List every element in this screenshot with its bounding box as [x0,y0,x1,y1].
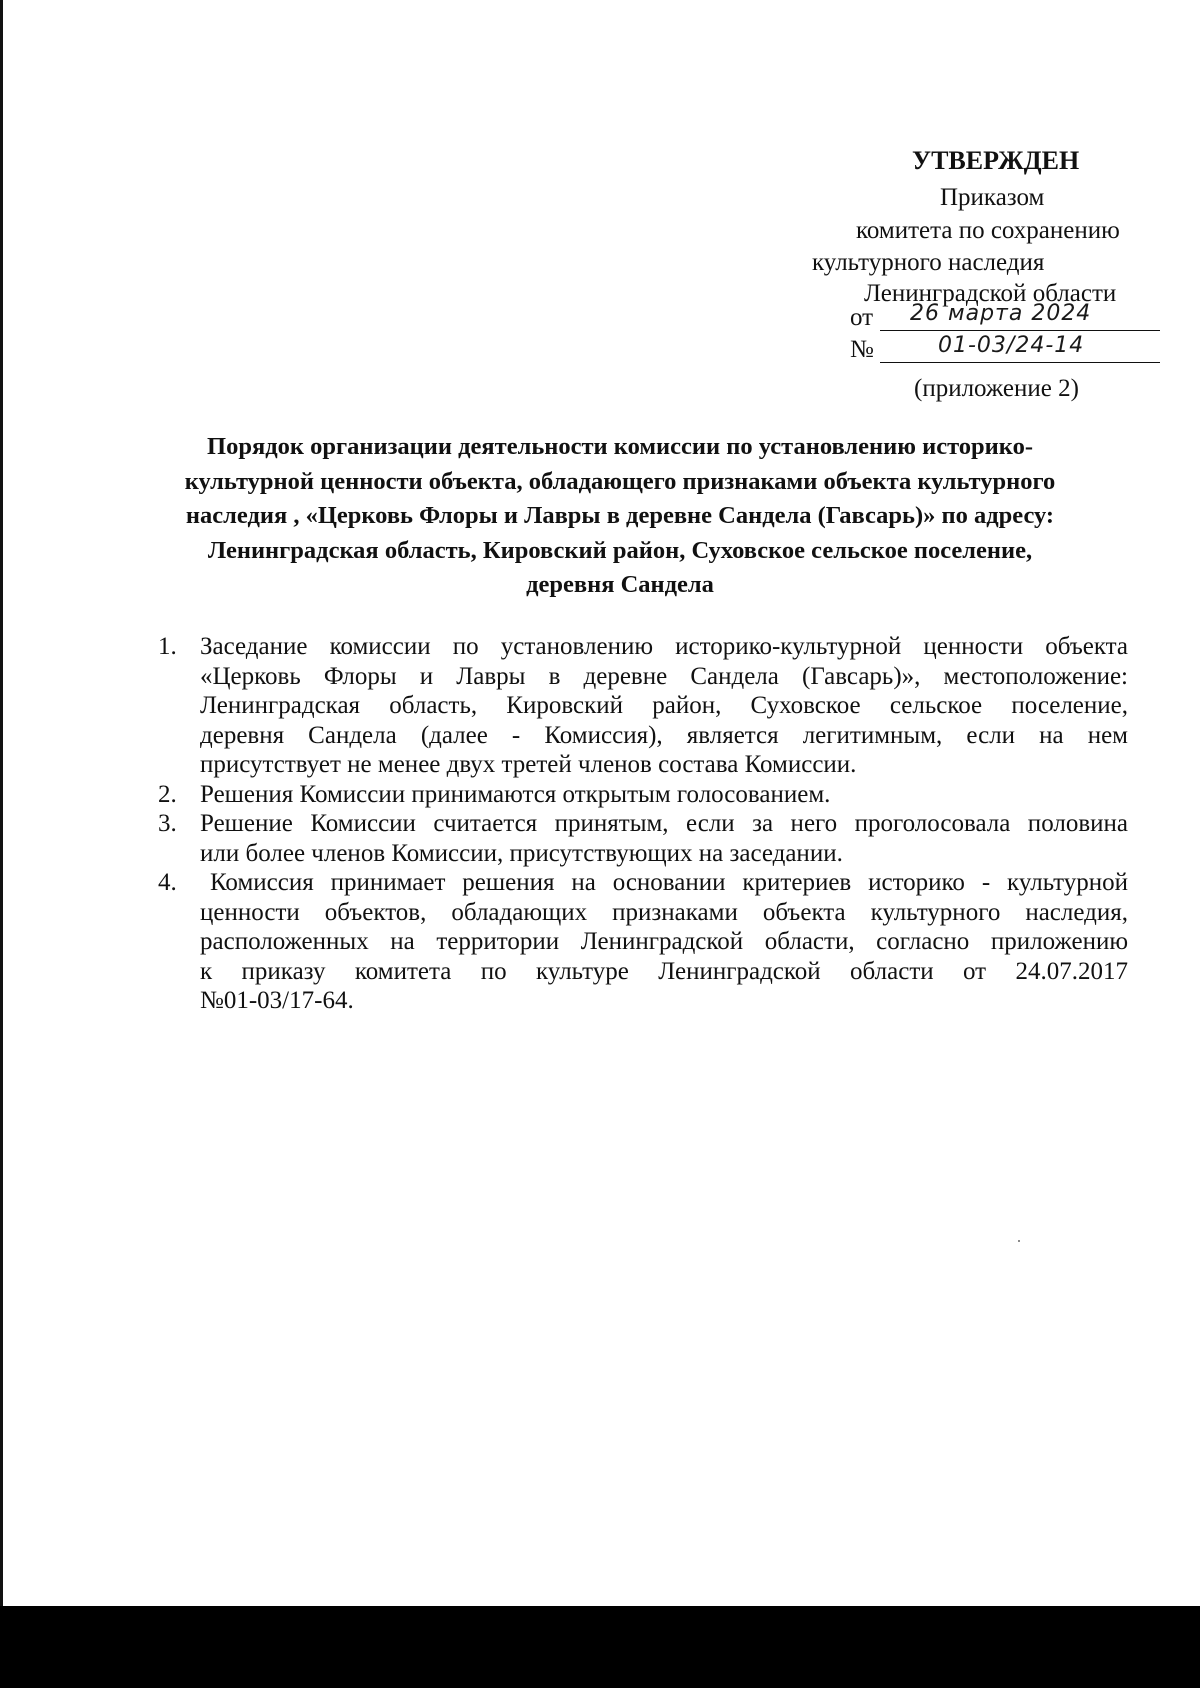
approval-number-row [850,333,1160,366]
title-line: культурной ценности объекта, обладающего признаками объекта культурного [184,467,1056,495]
number-prefix: № [850,336,874,363]
list-item-line: к приказу комитета по культуре Ленинградской области от 24.07.2017 [200,957,1128,985]
approval-line-heritage: культурного наследия [812,249,1045,276]
title-line: наследия , «Церковь Флоры и Лавры в деревне Сандела (Гавсарь)» по адресу: [185,502,1055,529]
title-line: Ленинградская область, Кировский район, Суховское сельское поселение, [207,536,1033,564]
list-item-line: деревня Сандела (далее - Комиссия), является легитимным, если на нем [200,721,1128,749]
list-item-line: Решения Комиссии принимаются открытым голосованием. [200,780,831,808]
approval-line-order: Приказом [940,184,1045,211]
title-line: деревня Сандела [526,571,714,598]
document-title [130,430,1110,603]
list-item-number: 2. [158,780,177,808]
approval-title: УТВЕРЖДЕН [912,146,1080,175]
scan-speck [1018,1240,1020,1242]
scan-edge-left [0,0,3,1610]
list-item-line: ценности объектов, обладающих признаками объекта культурного наследия, [200,898,1128,926]
approval-line-committee: комитета по сохранению [856,217,1120,244]
list-item [158,780,1128,810]
numbered-list [158,632,1128,1016]
list-item-line: или более членов Комиссии, присутствующих на заседании. [200,839,843,867]
approval-line-region: Ленинградской области [864,280,1117,307]
list-item-number: 1. [158,633,177,660]
list-item [158,632,1128,780]
list-item-line: Заседание комиссии по установлению историко-культурной ценности объекта [200,633,1128,660]
list-item-line: Решение Комиссии считается принятым, если за него проголосовала половина [200,810,1128,837]
handwritten-number: 01-03/24-14 [938,333,1085,358]
approval-appendix: (приложение 2) [914,375,1079,402]
scan-edge-bottom [0,1606,1200,1688]
title-line: Порядок организации деятельности комиссии по установлению историко- [207,433,1033,460]
list-item-number: 4. [158,869,177,896]
list-item [158,809,1128,868]
list-item-line: «Церковь Флоры и Лавры в деревне Сандела (Гавсарь)», местоположение: [200,662,1128,690]
list-item-line: расположенных на территории Ленинградской области, согласно приложению [200,928,1128,955]
list-item-line: присутствует не менее двух третей членов состава Комиссии. [200,751,857,778]
list-item-line: №01-03/17-64. [200,987,354,1014]
list-item-line: Ленинградская область, Кировский район, Суховское сельское поселение, [200,692,1128,719]
date-prefix: от [850,304,874,331]
approval-date-row [850,301,1160,334]
list-item-line: Комиссия принимает решения на основании критериев историко - культурной [210,869,1128,896]
handwritten-date: 26 марта 2024 [910,301,1092,326]
number-underline [880,362,1160,363]
list-item [158,868,1128,1016]
list-item-number: 3. [158,810,177,837]
